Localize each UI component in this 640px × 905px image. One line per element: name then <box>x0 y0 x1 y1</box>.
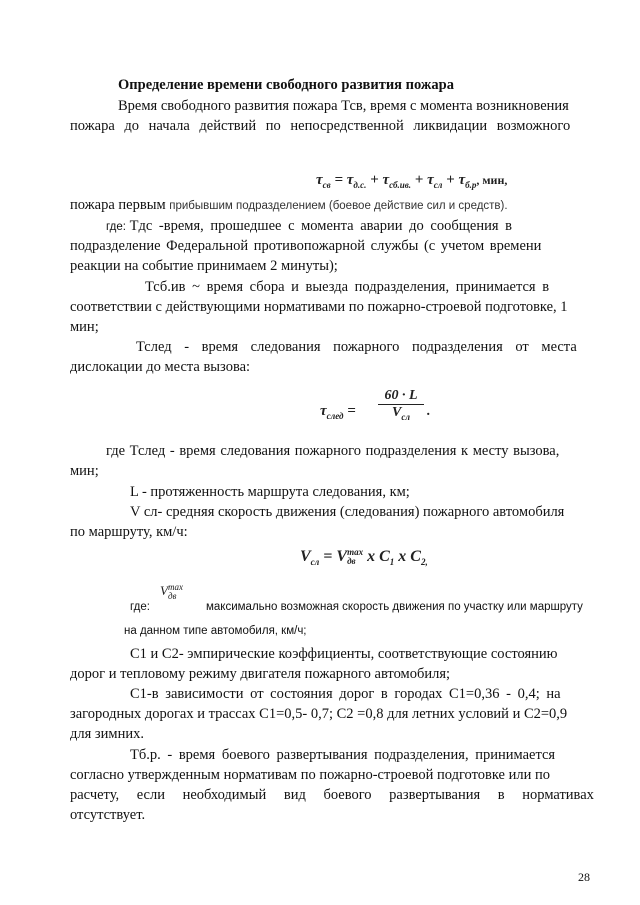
formula-symbol: C <box>410 548 421 565</box>
formula-subscript: б.р <box>465 180 477 190</box>
gde-label: где: <box>106 221 126 233</box>
formula-operator: + <box>411 172 428 188</box>
formula-unit: , мин, <box>476 173 508 187</box>
paragraph-line: Время свободного развития пожара Тсв, время с момента возникновения <box>118 98 569 114</box>
formula-operator: = <box>319 548 337 565</box>
paragraph-line: мин; <box>70 463 99 479</box>
formula-subscript: св <box>322 180 331 190</box>
formula-symbol: τ <box>458 172 466 188</box>
paragraph-line: на данном типе автомобиля, км/ч; <box>124 625 307 637</box>
formula-symbol: τ <box>320 403 327 419</box>
definition-c1-values: С1-в зависимости от состояния дорог в городах С1=0,36 - 0,4; на <box>130 686 561 702</box>
formula-subscript: сл <box>310 557 320 568</box>
definition-c1-c2: С1 и С2- эмпирические коэффициенты, соответствующие состоянию <box>130 646 558 662</box>
paragraph-line: соответствии с действующими нормативами по пожарно-строевой подготовке, 1 <box>70 299 568 315</box>
paragraph-line: пожара до начала действий по непосредственной ликвидации возможного <box>70 118 571 134</box>
paragraph-line: подразделение Федеральной противопожарной службы (с учетом времени <box>70 238 542 254</box>
paragraph-line: мин; <box>70 319 99 335</box>
gde-label: где: <box>130 601 150 613</box>
formula-operator: = <box>343 403 356 419</box>
formula-subscript: д.с. <box>353 180 367 190</box>
text-run: пожара первым <box>70 197 166 213</box>
paragraph-line <box>70 196 508 215</box>
paragraph-line: для зимних. <box>70 726 144 742</box>
formula-operator: x <box>363 548 380 565</box>
paragraph-line: загородных дорогах и трассах С1=0,5- 0,7; С2 =0,8 для летних условий и С2=0,9 <box>70 706 568 722</box>
formula-subscript: 1 <box>389 557 395 568</box>
formula-subscript: сб.ив. <box>389 180 412 190</box>
definition-tbr: Тб.р. - время боевого развертывания подразделения, принимается <box>130 747 556 763</box>
definition-tds <box>106 217 596 236</box>
paragraph-line: дорог и тепловому режиму двигателя пожарного автомобиля; <box>70 666 451 682</box>
formula-period: . <box>427 404 431 419</box>
paragraph-line: где Тслед - время следования пожарного подразделения к месту вызова, <box>106 443 560 459</box>
formula-travel-time <box>320 403 356 421</box>
formula-symbol: V <box>300 548 311 565</box>
paragraph-line: согласно утвержденным нормативам по пожарно-строевой подготовке или по <box>70 767 550 783</box>
formula-fraction <box>378 388 424 422</box>
formula-symbol: C <box>379 548 390 565</box>
formula-symbol: τ <box>427 172 434 188</box>
fraction-denominator: $V_{сл}$ <box>378 404 424 422</box>
formula-subscript: след <box>326 411 344 421</box>
paragraph-line: дислокации до места вызова: <box>70 359 251 375</box>
paragraph-line: реакции на событие принимаем 2 минуты); <box>70 258 338 274</box>
definition-v: V сл- средняя скорость движения (следования) пожарного автомобиля <box>130 504 565 520</box>
formula-operator: x <box>394 548 411 565</box>
text-run: Тдс -время, прошедшее с момента аварии до сообщения в <box>129 218 512 234</box>
paragraph-line: отсутствует. <box>70 807 146 823</box>
formula-vmax-symbol: V max дв <box>160 582 183 602</box>
formula-speed: $V_{сл} = V$ max дв x $C_1$ x $C_{2,}$ <box>300 547 428 568</box>
formula-subscript: 2, <box>420 557 428 568</box>
formula-subscript: сл <box>433 180 443 190</box>
definition-l: L - протяженность маршрута следования, км; <box>130 484 410 500</box>
definition-vmax: максимально возможная скорость движения по участку или маршруту <box>206 601 583 613</box>
fraction-numerator: 60 · L <box>384 388 418 403</box>
formula-free-development-time <box>316 172 507 190</box>
text-run-small: прибывшим подразделением (боевое действие сил и средств). <box>169 200 508 212</box>
definition-tsled: Тслед - время следования пожарного подразделения от места <box>136 339 577 355</box>
paragraph-line: расчету, если необходимый вид боевого развертывания в нормативах <box>70 787 594 803</box>
formula-symbol: V <box>336 548 348 565</box>
paragraph-line: по маршруту, км/ч: <box>70 524 188 540</box>
formula-symbol: τ <box>346 172 354 188</box>
section-heading: Определение времени свободного развития пожара <box>118 77 454 93</box>
formula-symbol: τ <box>316 172 323 188</box>
formula-operator: + <box>442 172 459 188</box>
definition-tsb: Тсб.ив ~ время сбора и выезда подразделения, принимается в <box>145 279 550 295</box>
formula-symbol: τ <box>382 172 390 188</box>
formula-operator: + <box>366 172 383 188</box>
page-number: 28 <box>578 870 590 884</box>
formula-operator: = <box>330 172 347 188</box>
